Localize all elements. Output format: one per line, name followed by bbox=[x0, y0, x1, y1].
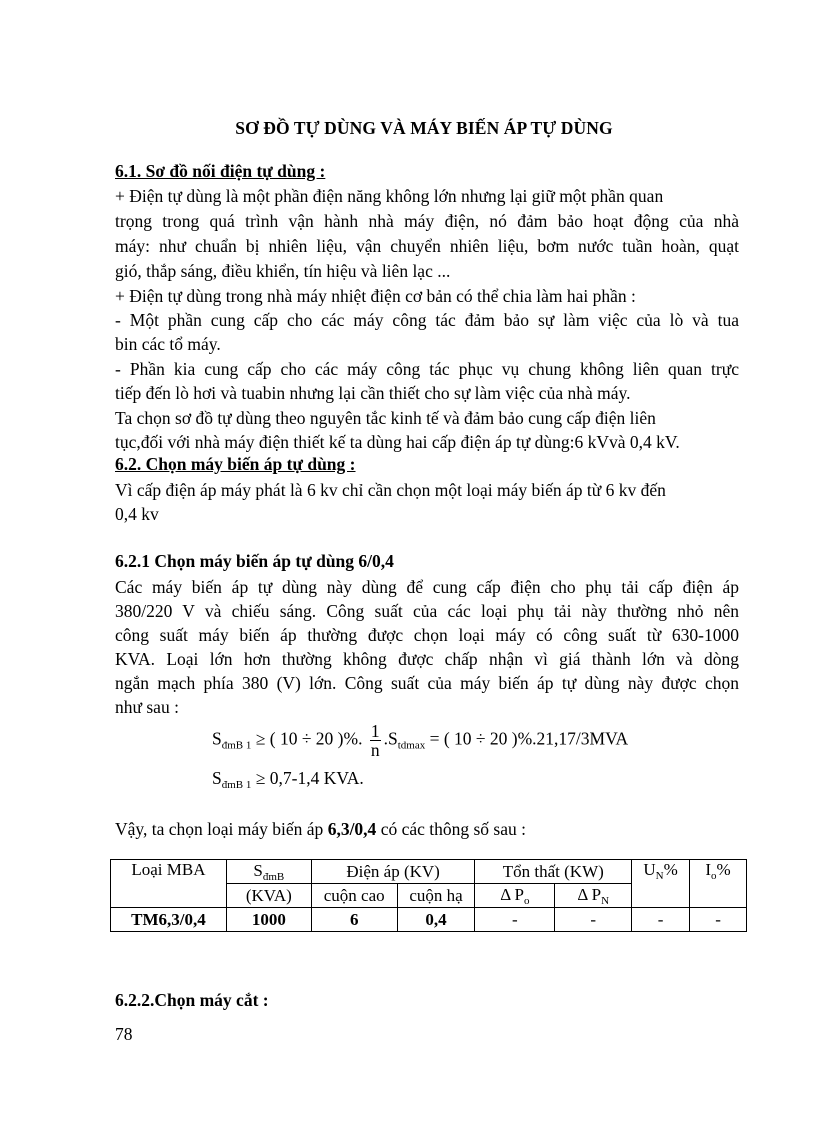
paragraph-line: Ta chọn sơ đồ tự dùng theo nguyên tắc kinh tế và đảm bảo cung cấp điện liên bbox=[115, 408, 656, 428]
heading-6-2-1: 6.2.1 Chọn máy biến áp tự dùng 6/0,4 bbox=[115, 551, 394, 571]
paragraph-line: + Điện tự dùng là một phần điện năng không lớn nhưng lại giữ một phần quan bbox=[115, 186, 664, 206]
formula-text: .S bbox=[383, 728, 398, 749]
header-subscript: o bbox=[711, 870, 717, 882]
paragraph-line: Các máy biến áp tự dùng này dùng để cung cấp điện cho phụ tải cấp điện áp bbox=[115, 577, 739, 597]
paragraph-line: tiếp đến lò hơi và tuabin nhưng lại cần thiết cho sự làm việc của nhà máy. bbox=[115, 383, 631, 403]
table-cell: - bbox=[690, 908, 747, 932]
conclusion-bold: 6,3/0,4 bbox=[327, 819, 377, 839]
paragraph-line: trọng trong quá trình vận hành nhà máy điện, nó đảm bảo hoạt động của nhà bbox=[115, 211, 739, 231]
heading-6-2: 6.2. Chọn máy biến áp tự dùng : bbox=[115, 454, 356, 474]
header-subscript: N bbox=[655, 870, 664, 882]
header-text: U bbox=[643, 860, 656, 879]
paragraph-line: ngắn mạch phía 380 (V) lớn. Công suất của máy biến áp tự dùng này được chọn bbox=[115, 673, 739, 693]
paragraph-line: - Một phần cung cấp cho các máy công tác đảm bảo sự làm việc của lò và tua bbox=[115, 310, 739, 330]
table-header-row bbox=[111, 860, 747, 884]
header-text: S bbox=[253, 860, 263, 880]
header-subscript: đmB bbox=[262, 870, 285, 883]
table-cell: TM6,3/0,4 bbox=[111, 908, 227, 932]
paragraph-line: máy: như chuẩn bị nhiên liệu, vận chuyển nhiên liệu, bơm nước tuần hoàn, quạt bbox=[115, 236, 739, 256]
formula-symbol: S bbox=[212, 728, 222, 749]
heading-6-2-2: 6.2.2.Chọn máy cắt : bbox=[115, 990, 269, 1010]
formula-text: ≥ ( 10 ÷ 20 )%. bbox=[251, 728, 367, 749]
header-un bbox=[632, 860, 690, 908]
paragraph-line: 380/220 V và chiếu sáng. Công suất của các loại phụ tải này thường nhỏ nên bbox=[115, 601, 739, 621]
header-subscript: N bbox=[601, 894, 610, 907]
header-cuon-ha: cuộn hạ bbox=[397, 884, 475, 908]
header-cuon-cao: cuộn cao bbox=[311, 884, 397, 908]
paragraph-line: gió, thắp sáng, điều khiển, tín hiệu và liên lạc ... bbox=[115, 261, 451, 281]
paragraph-line: tục,đối với nhà máy điện thiết kế ta dùng hai cấp điện áp tự dùng:6 kVvà 0,4 kV. bbox=[115, 432, 680, 452]
paragraph-line: 0,4 kv bbox=[115, 504, 159, 524]
heading-6-1: 6.1. Sơ đồ nối điện tự dùng : bbox=[115, 161, 326, 181]
header-text: % bbox=[663, 860, 678, 879]
mba-spec-table bbox=[110, 859, 747, 932]
table-cell: - bbox=[555, 908, 632, 932]
conclusion-text: Vậy, ta chọn loại máy biến áp bbox=[115, 819, 328, 839]
header-text: Δ P bbox=[500, 884, 524, 904]
formula-sdmb1-range bbox=[212, 722, 628, 759]
header-text: Δ P bbox=[577, 884, 602, 904]
table-cell: - bbox=[475, 908, 555, 932]
formula-subscript: đmB 1 bbox=[221, 739, 252, 752]
paragraph-line: như sau : bbox=[115, 697, 179, 717]
formula-symbol: S bbox=[212, 768, 222, 788]
table-cell: 1000 bbox=[226, 908, 311, 932]
header-delta-pn bbox=[555, 884, 632, 908]
header-io bbox=[690, 860, 747, 908]
paragraph-line: bin các tổ máy. bbox=[115, 334, 221, 354]
paragraph-line: công suất máy biến áp thường được chọn loại máy có công suất từ 630-1000 bbox=[115, 625, 739, 645]
fraction-denominator: n bbox=[370, 740, 380, 760]
paragraph-line: KVA. Loại lớn hơn thường không được chấp nhận vì giá thành lớn và dòng bbox=[115, 649, 739, 669]
header-kva: (KVA) bbox=[226, 884, 311, 908]
header-ton-that: Tổn thất (KW) bbox=[475, 860, 632, 884]
paragraph-line: - Phần kia cung cấp cho các máy công tác phục vụ chung không liên quan trực bbox=[115, 359, 739, 379]
header-text: I bbox=[705, 860, 712, 879]
formula-subscript: đmB 1 bbox=[221, 779, 252, 791]
table-cell: 0,4 bbox=[397, 908, 475, 932]
header-dien-ap: Điện áp (KV) bbox=[311, 860, 475, 884]
formula-text: = ( 10 ÷ 20 )%.21,17/3MVA bbox=[425, 728, 629, 749]
page-title: SƠ ĐỒ TỰ DÙNG VÀ MÁY BIẾN ÁP TỰ DÙNG bbox=[235, 118, 613, 138]
header-delta-p0 bbox=[475, 884, 555, 908]
table-cell: 6 bbox=[311, 908, 397, 932]
paragraph-line: Vì cấp điện áp máy phát là 6 kv chỉ cần chọn một loại máy biến áp từ 6 kv đến bbox=[115, 480, 666, 500]
formula-subscript: tdmax bbox=[397, 739, 426, 752]
page-number: 78 bbox=[115, 1024, 133, 1044]
table-row bbox=[111, 908, 747, 932]
fraction-numerator: 1 bbox=[370, 721, 380, 741]
conclusion-text: có các thông số sau : bbox=[376, 819, 526, 839]
paragraph-line: + Điện tự dùng trong nhà máy nhiệt điện cơ bản có thể chia làm hai phần : bbox=[115, 286, 636, 306]
conclusion-line bbox=[115, 818, 739, 840]
fraction bbox=[370, 722, 381, 759]
formula-sdmb1-result bbox=[212, 768, 364, 791]
formula-text: ≥ 0,7-1,4 KVA. bbox=[251, 768, 364, 788]
header-subscript: o bbox=[523, 894, 530, 907]
header-sdmb bbox=[226, 860, 311, 884]
header-loai-mba: Loại MBA bbox=[111, 860, 227, 908]
header-text: % bbox=[716, 860, 731, 879]
table-cell: - bbox=[632, 908, 690, 932]
